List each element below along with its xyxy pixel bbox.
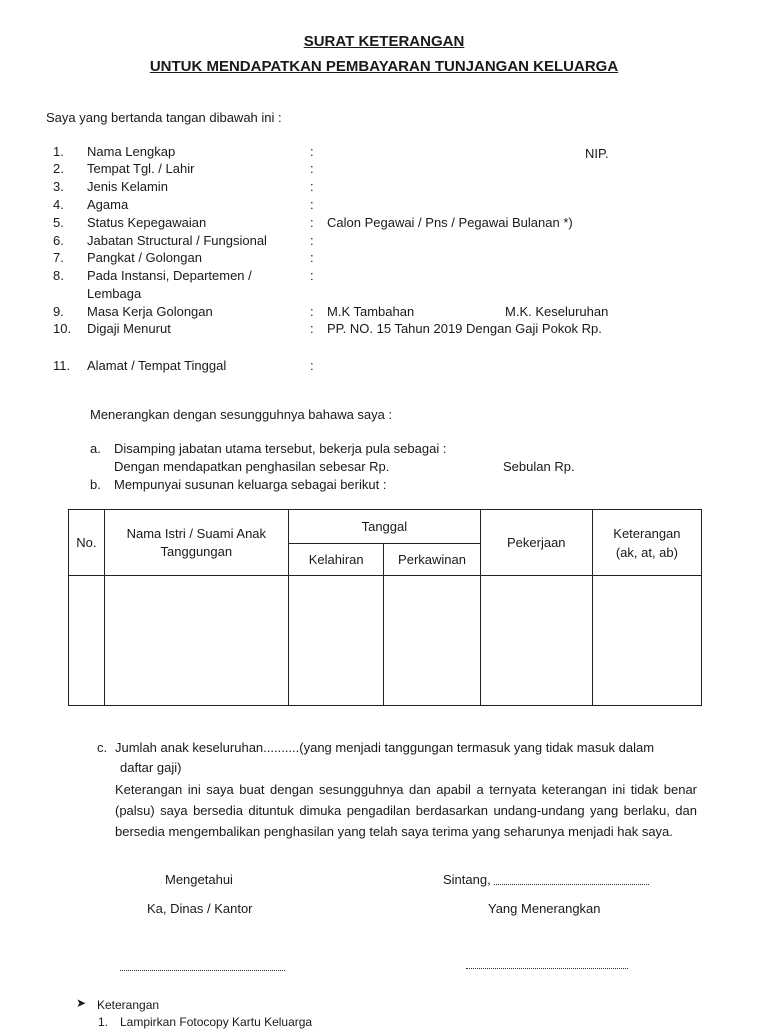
- field-number: 9.: [53, 304, 64, 319]
- column-header-name: Nama Istri / Suami Anak Tanggungan: [104, 510, 288, 576]
- field-label: Status Kepegawaian: [87, 215, 207, 230]
- column-header-perkawinan: Perkawinan: [384, 544, 480, 576]
- field-label: Jabatan Structural / Fungsional: [87, 233, 267, 248]
- item-c-line1: Jumlah anak keseluruhan..........(yang menjadi tanggungan termasuk yang tidak masuk dalam: [115, 740, 655, 755]
- table-row: [69, 576, 702, 706]
- field-value: PP. NO. 15 Tahun 2019 Dengan Gaji Pokok Rp.: [327, 321, 602, 336]
- field-label: Alamat / Tempat Tinggal: [87, 358, 227, 373]
- item-a-marker: a.: [90, 441, 101, 456]
- field-number: 1.: [53, 144, 64, 159]
- table-cell: [289, 576, 384, 706]
- field-colon: :: [310, 233, 314, 248]
- keterangan-codes: (ak, at, ab): [615, 544, 678, 560]
- field-label: Pada Instansi, Departemen /: [87, 268, 252, 283]
- declarant-label: Yang Menerangkan: [488, 901, 601, 916]
- column-header-tanggal: Tanggal: [289, 510, 481, 544]
- field-value: Calon Pegawai / Pns / Pegawai Bulanan *): [327, 215, 573, 230]
- field-label: Jenis Kelamin: [87, 179, 168, 194]
- field-colon: :: [310, 321, 314, 336]
- table-cell: [384, 576, 480, 706]
- statement-text: Menerangkan dengan sesungguhnya bahawa saya :: [90, 407, 393, 422]
- table-cell: [104, 576, 288, 706]
- field-colon: :: [310, 358, 314, 373]
- item-c-marker: c.: [97, 740, 108, 755]
- field-colon: :: [310, 197, 314, 212]
- left-signature-line: [120, 970, 285, 971]
- notes-item: Lampirkan Fotocopy Kartu Keluarga: [120, 1015, 313, 1029]
- table-cell: [69, 576, 105, 706]
- field-number: 4.: [53, 197, 64, 212]
- right-signature-line: [466, 968, 628, 969]
- field-label: Agama: [87, 197, 129, 212]
- field-number: 6.: [53, 233, 64, 248]
- field-colon: :: [310, 250, 314, 265]
- column-header-keterangan: [592, 510, 701, 576]
- field-number: 8.: [53, 268, 64, 283]
- table-cell: [480, 576, 592, 706]
- item-b-line: Mempunyai susunan keluarga sebagai berikut :: [114, 477, 387, 492]
- item-b-marker: b.: [90, 477, 101, 492]
- field-label: Masa Kerja Golongan: [87, 304, 213, 319]
- field-colon: :: [310, 179, 314, 194]
- field-number: 3.: [53, 179, 64, 194]
- item-a-monthly: Sebulan Rp.: [503, 459, 575, 474]
- column-header-no: No.: [69, 510, 105, 576]
- place-date-label: Sintang,: [443, 872, 491, 887]
- field-label: Tempat Tgl. / Lahir: [87, 161, 195, 176]
- field-colon: :: [310, 144, 314, 159]
- field-colon: :: [310, 304, 314, 319]
- field-colon: :: [310, 161, 314, 176]
- field-number: 7.: [53, 250, 64, 265]
- intro-text: Saya yang bertanda tangan dibawah ini :: [46, 110, 282, 125]
- column-header-pekerjaan: Pekerjaan: [480, 510, 592, 576]
- field-number: 5.: [53, 215, 64, 230]
- closing-paragraph: Keterangan ini saya buat dengan sesungguhnya dan apabil a ternyata keterangan ini tidak benar (palsu) saya bersedia dituntuk dimuka pengadilan berdasarkan undang-undang yang berlaku, dan bersedia mengembalikan penghasilan yang telah saya terima yang seharunya menjadi hak saya.: [115, 782, 697, 839]
- field-number: 11.: [53, 358, 71, 373]
- nip-label: NIP.: [585, 146, 609, 161]
- date-blank-line: [494, 884, 649, 885]
- column-header-kelahiran: Kelahiran: [289, 544, 384, 576]
- field-label: Digaji Menurut: [87, 321, 171, 336]
- item-c-line2: daftar gaji): [120, 760, 182, 775]
- item-a-line2: Dengan mendapatkan penghasilan sebesar Rp.: [114, 459, 390, 474]
- document-subtitle: UNTUK MENDAPATKAN PEMBAYARAN TUNJANGAN KELUARGA: [149, 58, 619, 75]
- document-title: SURAT KETERANGAN: [303, 33, 465, 50]
- arrow-bullet-icon: ➤: [76, 996, 87, 1010]
- field-number: 2.: [53, 161, 64, 176]
- field-value: M.K Tambahan: [327, 304, 415, 319]
- field-value-extra: M.K. Keseluruhan: [505, 304, 609, 319]
- field-colon: :: [310, 268, 314, 283]
- field-colon: :: [310, 215, 314, 230]
- field-label: Nama Lengkap: [87, 144, 176, 159]
- office-head-label: Ka, Dinas / Kantor: [147, 901, 253, 916]
- keterangan-label: Keterangan: [613, 525, 681, 541]
- notes-item-number: 1.: [98, 1015, 109, 1029]
- family-table: [68, 509, 702, 706]
- item-a-line1: Disamping jabatan utama tersebut, bekerja pula sebagai :: [114, 441, 447, 456]
- field-number: 10.: [53, 321, 72, 336]
- table-cell: [592, 576, 701, 706]
- acknowledged-label: Mengetahui: [165, 872, 233, 887]
- notes-heading: Keterangan: [97, 998, 160, 1012]
- field-label-continued: Lembaga: [87, 286, 142, 301]
- field-label: Pangkat / Golongan: [87, 250, 202, 265]
